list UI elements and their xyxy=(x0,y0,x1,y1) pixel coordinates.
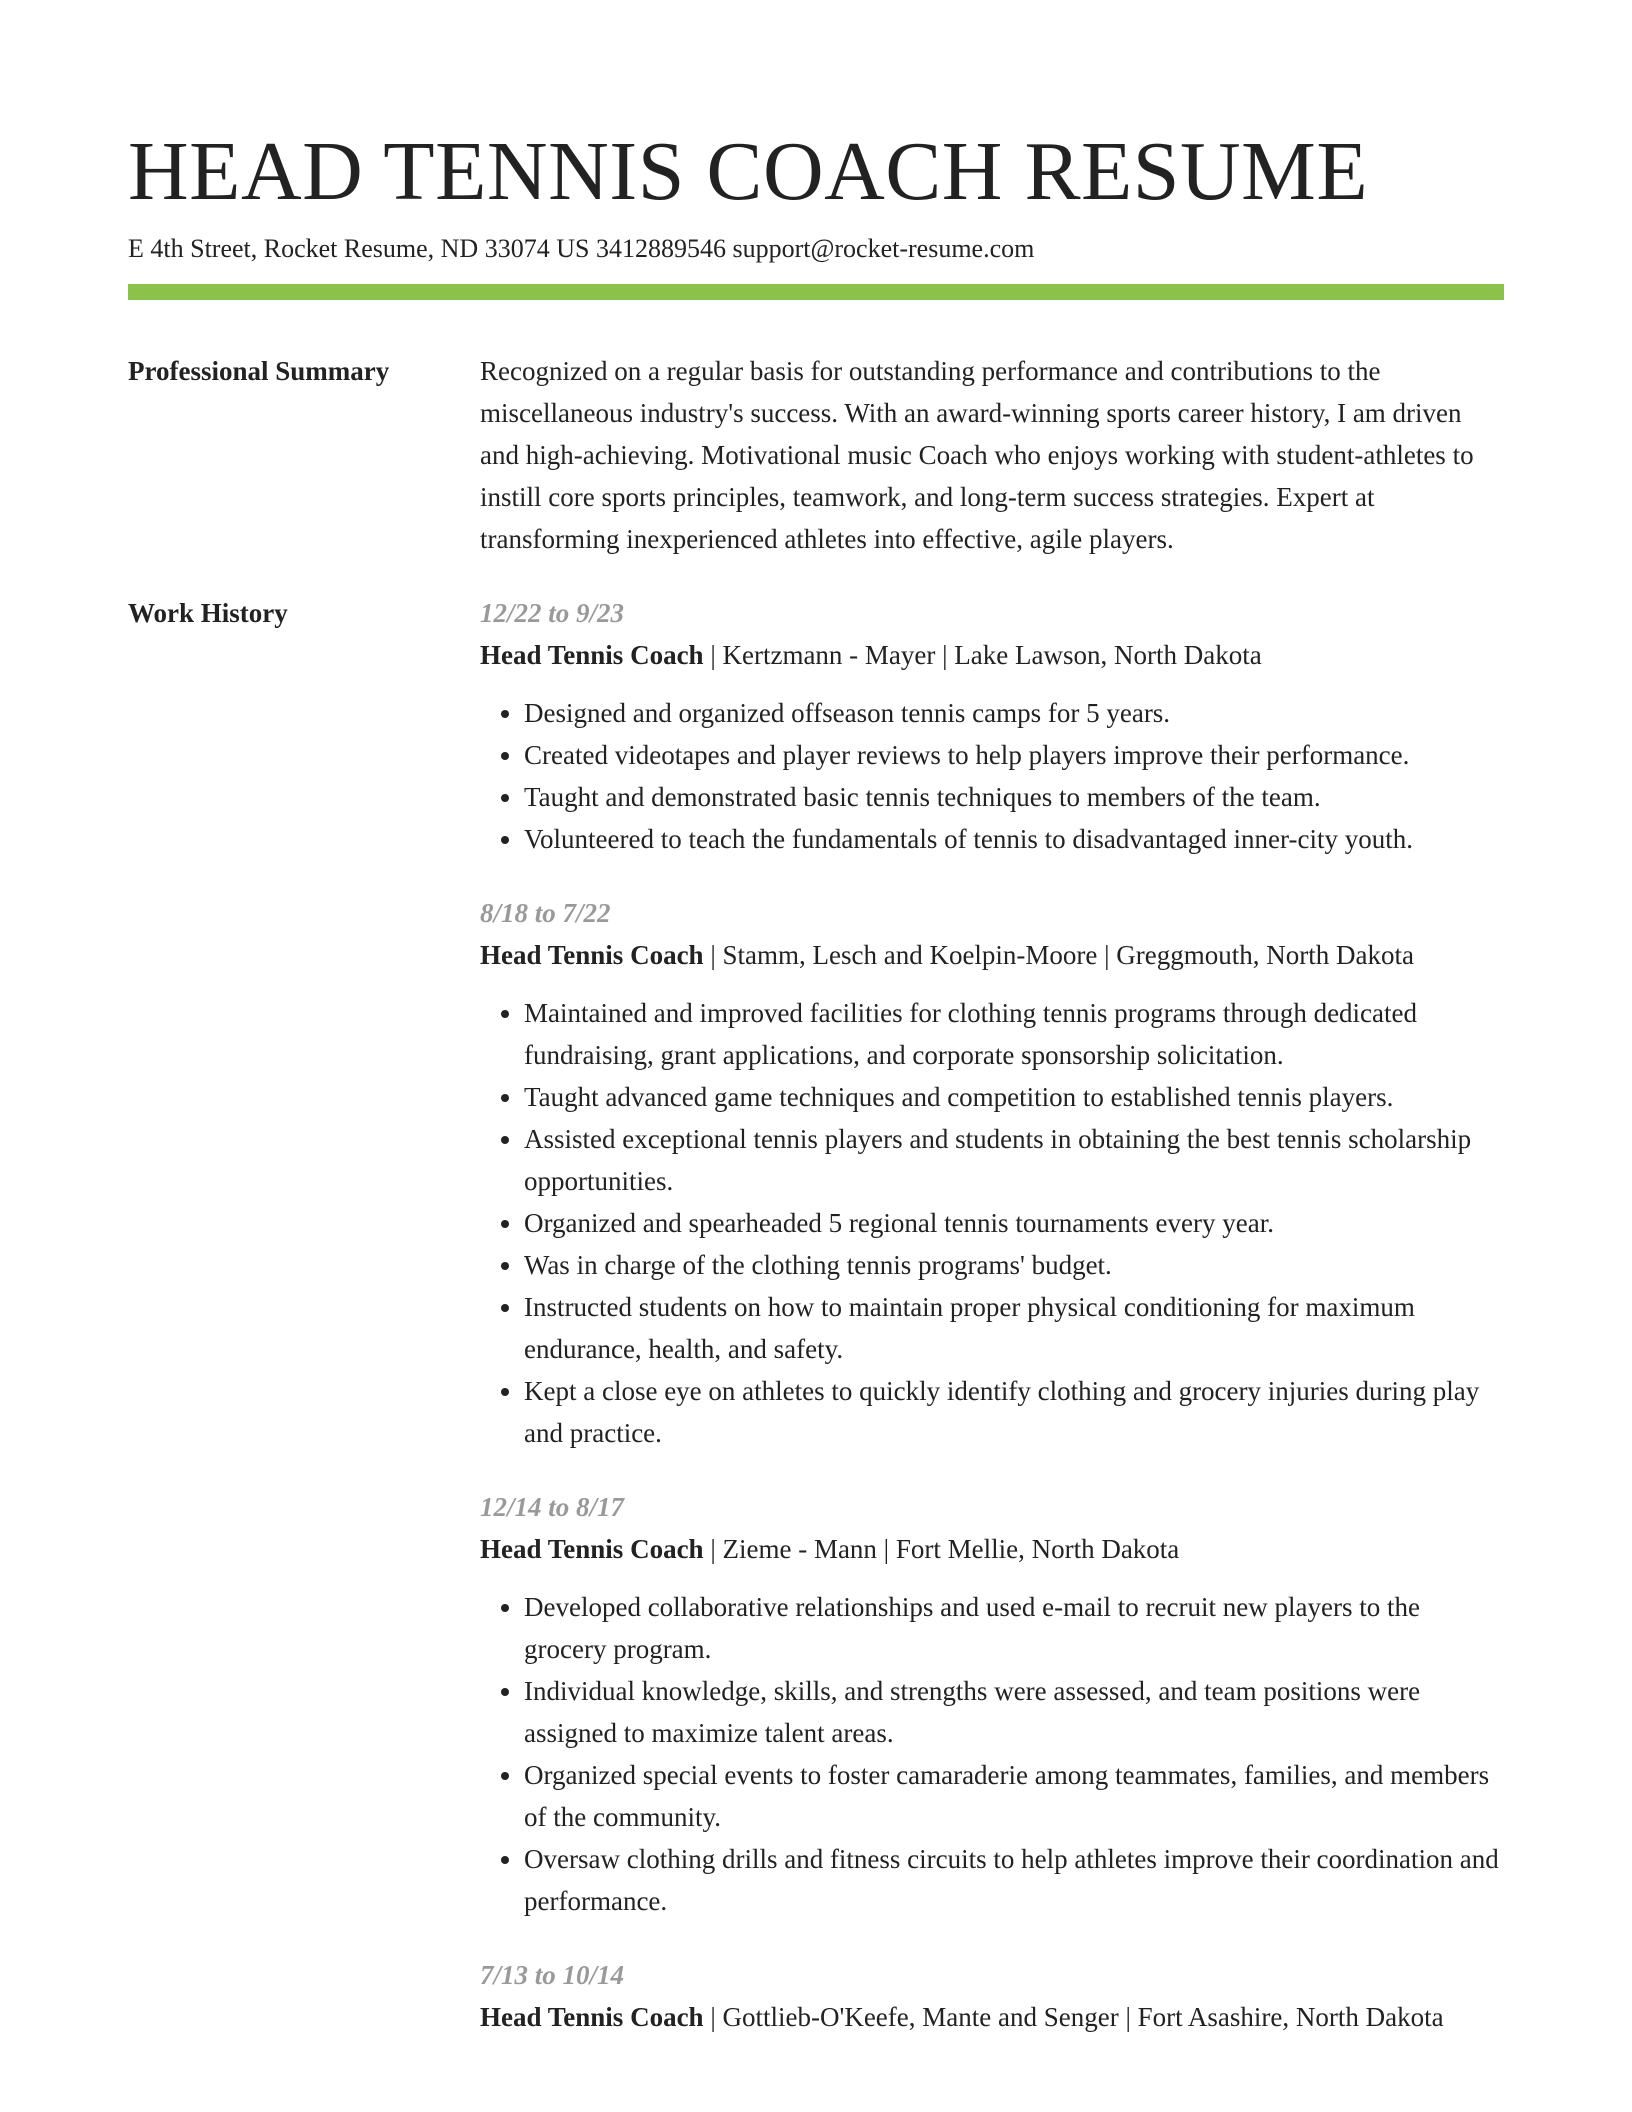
job-bullet: • Taught and demonstrated basic tennis techniques to members of the team. xyxy=(524,776,1504,818)
job-details: | Stamm, Lesch and Koelpin-Moore | Greggmouth, North Dakota xyxy=(703,940,1414,970)
section-label-work-history: Work History xyxy=(128,598,288,628)
contact-info: E 4th Street, Rocket Resume, ND 33074 US 3412889546 support@rocket-resume.com xyxy=(128,234,1035,263)
job-dates: 12/14 to 8/17 xyxy=(480,1492,625,1522)
job-bullet: • Instructed students on how to maintain proper physical conditioning for maximum endurance, health, and safety. xyxy=(524,1286,1504,1370)
job-details: | Gottlieb-O'Keefe, Mante and Senger | Fort Asashire, North Dakota xyxy=(703,2002,1444,2032)
job-title: Head Tennis Coach xyxy=(480,640,704,670)
job-bullet: • Taught advanced game techniques and competition to established tennis players. xyxy=(524,1076,1504,1118)
job-entry xyxy=(480,592,1504,860)
header-divider xyxy=(128,284,1504,300)
summary-section xyxy=(128,350,1504,560)
job-bullet: • Kept a close eye on athletes to quickly identify clothing and grocery injuries during play and practice. xyxy=(524,1370,1504,1454)
job-dates: 12/22 to 9/23 xyxy=(480,598,625,628)
job-header xyxy=(480,934,1504,976)
job-header xyxy=(480,1528,1504,1570)
job-bullet: • Volunteered to teach the fundamentals of tennis to disadvantaged inner-city youth. xyxy=(524,818,1504,860)
job-bullet: • Assisted exceptional tennis players and students in obtaining the best tennis scholarship opportunities. xyxy=(524,1118,1504,1202)
section-label-summary: Professional Summary xyxy=(128,356,390,386)
job-entry xyxy=(480,1954,1504,2038)
job-bullet: • Maintained and improved facilities for clothing tennis programs through dedicated fundraising, grant applications, and corporate sponsorship solicitation. xyxy=(524,992,1504,1076)
job-title: Head Tennis Coach xyxy=(480,940,704,970)
page-title: HEAD TENNIS COACH RESUME xyxy=(128,125,1369,218)
job-bullets xyxy=(480,692,1504,860)
job-entry xyxy=(480,1486,1504,1922)
job-details: | Zieme - Mann | Fort Mellie, North Dakota xyxy=(703,1534,1180,1564)
job-title: Head Tennis Coach xyxy=(480,2002,704,2032)
work-history-section xyxy=(128,592,1504,2070)
job-bullet: • Organized and spearheaded 5 regional tennis tournaments every year. xyxy=(524,1202,1504,1244)
job-bullets xyxy=(480,992,1504,1454)
job-list xyxy=(480,592,1504,2070)
job-bullet: • Oversaw clothing drills and fitness circuits to help athletes improve their coordination and performance. xyxy=(524,1838,1504,1922)
job-bullet: • Organized special events to foster camaraderie among teammates, families, and members of the community. xyxy=(524,1754,1504,1838)
job-dates: 7/13 to 10/14 xyxy=(480,1960,625,1990)
job-bullet: • Individual knowledge, skills, and strengths were assessed, and team positions were assigned to maximize talent areas. xyxy=(524,1670,1504,1754)
job-entry xyxy=(480,892,1504,1454)
job-title: Head Tennis Coach xyxy=(480,1534,704,1564)
job-dates: 8/18 to 7/22 xyxy=(480,898,611,928)
job-bullet: • Developed collaborative relationships and used e-mail to recruit new players to the grocery program. xyxy=(524,1586,1504,1670)
job-header xyxy=(480,1996,1504,2038)
job-bullet: • Created videotapes and player reviews to help players improve their performance. xyxy=(524,734,1504,776)
summary-text: Recognized on a regular basis for outstanding performance and contributions to the miscellaneous industry's success. With an award-winning sports career history, I am driven and high-achieving. Motivational music Coach who enjoys working with student-athletes to instill core sports principles, teamwork, and long-term success strategies. Expert at transforming inexperienced athletes into effective, agile players. xyxy=(480,356,1474,554)
job-details: | Kertzmann - Mayer | Lake Lawson, North Dakota xyxy=(703,640,1262,670)
job-bullet: • Was in charge of the clothing tennis programs' budget. xyxy=(524,1244,1504,1286)
job-bullets xyxy=(480,1586,1504,1922)
resume-page xyxy=(128,0,1504,2070)
job-bullet: • Designed and organized offseason tennis camps for 5 years. xyxy=(524,692,1504,734)
job-header xyxy=(480,634,1504,676)
